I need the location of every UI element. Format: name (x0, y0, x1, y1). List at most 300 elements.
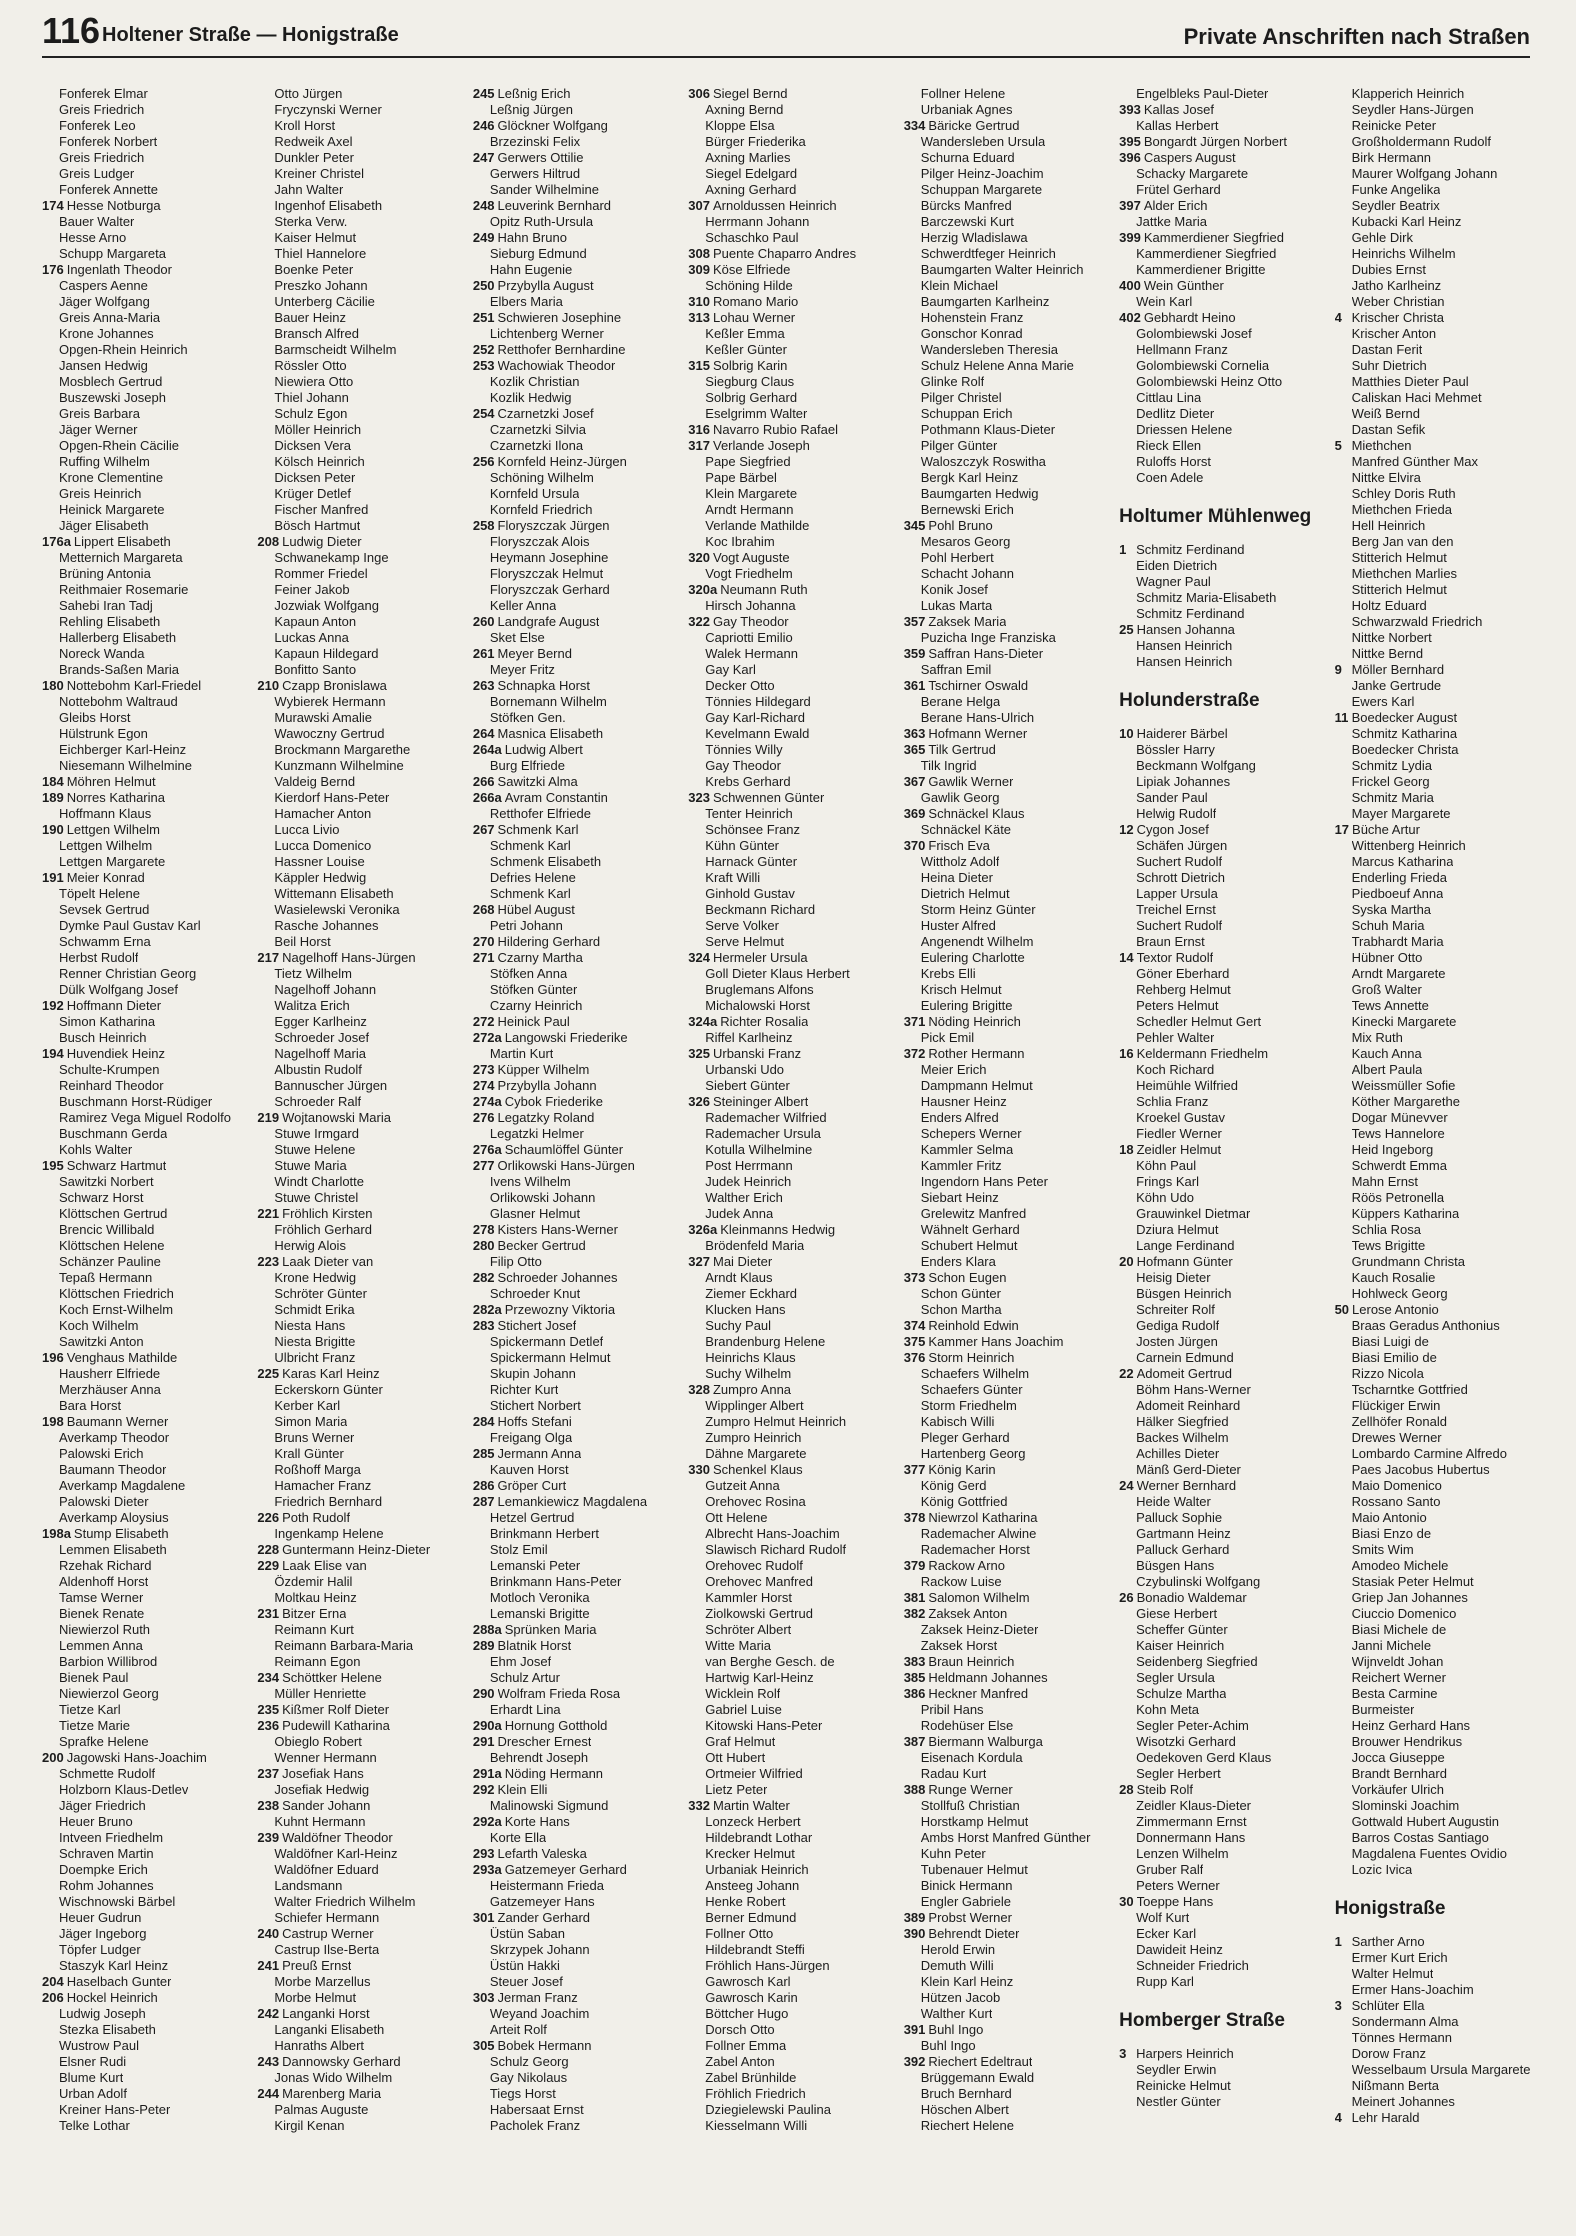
resident-name: Fonferek Leo (59, 118, 136, 133)
resident-entry (473, 1638, 680, 1654)
resident-entry (904, 1558, 1111, 1574)
resident-name: Peters Werner (1136, 1878, 1220, 1893)
resident-name: Schacht Johann (920, 566, 1014, 581)
resident-entry (473, 566, 680, 582)
resident-entry (257, 1110, 464, 1126)
house-number: 217 (257, 950, 280, 965)
resident-entry (904, 1478, 1111, 1494)
house-number (1335, 2030, 1352, 2046)
resident-entry (257, 518, 464, 534)
house-number (688, 630, 705, 646)
house-number: 291a (472, 1766, 502, 1781)
resident-entry (904, 1734, 1111, 1750)
house-number (688, 470, 705, 486)
resident-name: Michalowski Horst (705, 998, 811, 1013)
resident-name: Dicksen Vera (274, 438, 352, 453)
house-number (1335, 1526, 1352, 1542)
house-number (257, 1686, 274, 1702)
resident-entry (1335, 406, 1542, 422)
house-number (1335, 2094, 1352, 2110)
resident-entry (257, 726, 464, 742)
house-number (688, 870, 705, 886)
house-number (42, 2054, 59, 2070)
resident-entry (688, 1030, 895, 1046)
resident-entry (688, 214, 895, 230)
house-number (1119, 590, 1136, 606)
resident-name: Hassner Louise (274, 854, 365, 869)
resident-entry (1119, 806, 1326, 822)
resident-name: Heistermann Frieda (489, 1878, 604, 1893)
house-number (904, 982, 921, 998)
resident-name: Kroekel Gustav (1136, 1110, 1226, 1125)
house-number: 3 (1119, 2046, 1127, 2061)
resident-name: Wandersleben Theresia (920, 342, 1059, 357)
resident-entry (473, 1078, 680, 1094)
resident-entry (1335, 1622, 1542, 1638)
resident-entry (42, 1542, 249, 1558)
house-number (257, 1526, 274, 1542)
resident-name: Kloppe Elsa (705, 118, 775, 133)
house-number (42, 582, 59, 598)
resident-entry (904, 870, 1111, 886)
resident-name: Opgen-Rhein Cäcilie (59, 438, 179, 453)
resident-entry (1335, 438, 1542, 454)
resident-name: Ambs Horst Manfred Günther (920, 1830, 1091, 1845)
resident-name: Steib Rolf (1136, 1782, 1193, 1797)
resident-name: Dannowsky Gerhard (282, 2054, 401, 2069)
resident-entry (473, 1046, 680, 1062)
resident-entry (1335, 1350, 1542, 1366)
house-number: 274 (472, 1078, 495, 1093)
resident-entry (257, 1574, 464, 1590)
house-number: 402 (1119, 310, 1141, 325)
house-number (42, 1030, 59, 1046)
resident-entry (42, 1926, 249, 1942)
house-number (42, 1254, 59, 1270)
resident-entry (688, 1702, 895, 1718)
resident-name: Probst Werner (928, 1910, 1012, 1925)
resident-name: Seydler Hans-Jürgen (1351, 102, 1474, 117)
house-number (1335, 1206, 1352, 1222)
house-number: 378 (903, 1510, 926, 1525)
resident-name: Hornung Gotthold (504, 1718, 608, 1733)
house-number (688, 1590, 705, 1606)
resident-name: Steininger Albert (712, 1094, 809, 1109)
resident-entry (257, 1542, 464, 1558)
resident-entry (1335, 1062, 1542, 1078)
resident-name: Sevsek Gertrud (59, 902, 150, 917)
resident-name: Biasi Luigi de (1351, 1334, 1429, 1349)
house-number (42, 694, 59, 710)
resident-name: Lange Ferdinand (1136, 1238, 1235, 1253)
resident-entry (688, 294, 895, 310)
resident-entry (688, 1974, 895, 1990)
resident-name: Krischer Christa (1351, 310, 1445, 325)
house-number: 374 (903, 1318, 926, 1333)
house-number: 327 (688, 1254, 710, 1269)
house-number (688, 646, 705, 662)
resident-name: Nestler Günter (1136, 2094, 1221, 2109)
resident-entry (257, 358, 464, 374)
house-number (688, 1782, 705, 1798)
resident-entry (688, 694, 895, 710)
house-number (473, 1830, 490, 1846)
house-number (1335, 1190, 1352, 1206)
resident-name: Baumann Werner (66, 1414, 169, 1429)
resident-name: Sondermann Alma (1351, 2014, 1459, 2029)
resident-entry (688, 854, 895, 870)
house-number (688, 2086, 705, 2102)
resident-name: Ingenhof Elisabeth (274, 198, 383, 213)
resident-entry (257, 326, 464, 342)
resident-name: Heinrichs Wilhelm (1351, 246, 1456, 261)
house-number (257, 1062, 274, 1078)
resident-entry (257, 390, 464, 406)
resident-entry (1335, 1430, 1542, 1446)
resident-entry (473, 358, 680, 374)
house-number (904, 1526, 921, 1542)
resident-name: Bergk Karl Heinz (920, 470, 1019, 485)
resident-entry (688, 1510, 895, 1526)
resident-name: Tews Brigitte (1351, 1238, 1426, 1253)
resident-name: Lefarth Valeska (497, 1846, 587, 1861)
house-number: 322 (688, 614, 710, 629)
resident-entry (257, 294, 464, 310)
house-number (473, 694, 490, 710)
resident-entry (904, 150, 1111, 166)
house-number (1335, 278, 1352, 294)
resident-entry (473, 1830, 680, 1846)
resident-name: Bürger Friederika (705, 134, 806, 149)
house-number (1119, 1222, 1136, 1238)
resident-name: Jäger Friedrich (59, 1798, 146, 1813)
resident-entry (1335, 886, 1542, 902)
house-number: 305 (472, 2038, 495, 2053)
resident-entry (904, 662, 1111, 678)
resident-entry (904, 950, 1111, 966)
resident-name: Kotulla Wilhelmine (705, 1142, 813, 1157)
house-number (1335, 998, 1352, 1014)
resident-entry (42, 1798, 249, 1814)
resident-name: Stollfuß Christian (920, 1798, 1020, 1813)
resident-entry (904, 1702, 1111, 1718)
house-number (1335, 1718, 1352, 1734)
house-number (1335, 118, 1352, 134)
resident-name: Reinicke Helmut (1136, 2078, 1231, 2093)
resident-name: Guntermann Heinz-Dieter (282, 1542, 431, 1557)
resident-entry (42, 790, 249, 806)
resident-entry (904, 1206, 1111, 1222)
house-number: 293 (472, 1846, 495, 1861)
resident-entry (904, 470, 1111, 486)
resident-name: Obieglo Robert (274, 1734, 362, 1749)
house-number: 313 (688, 310, 710, 325)
resident-name: Engelbleks Paul-Dieter (1136, 86, 1269, 101)
resident-entry (1119, 278, 1326, 294)
house-number (688, 1910, 705, 1926)
resident-entry (473, 966, 680, 982)
resident-name: Käppler Hedwig (274, 870, 367, 885)
resident-entry (473, 662, 680, 678)
house-number (42, 86, 59, 102)
resident-name: Lucca Livio (274, 822, 340, 837)
resident-entry (473, 1494, 680, 1510)
resident-name: Schneider Friedrich (1136, 1958, 1249, 1973)
resident-name: Siebert Günter (705, 1078, 790, 1093)
house-number (1335, 1110, 1352, 1126)
resident-name: Binick Hermann (920, 1878, 1013, 1893)
street-heading: Honigstraße (1334, 1898, 1446, 1919)
house-number (257, 1846, 274, 1862)
resident-entry (904, 598, 1111, 614)
resident-name: Wittenberg Heinrich (1351, 838, 1466, 853)
resident-name: Axning Gerhard (705, 182, 797, 197)
house-number (1335, 502, 1352, 518)
house-number (1335, 934, 1352, 950)
resident-entry (688, 1414, 895, 1430)
resident-name: Cybok Friederike (504, 1094, 604, 1109)
resident-entry (904, 678, 1111, 694)
resident-entry (42, 2102, 249, 2118)
resident-name: Hausherr Elfriede (59, 1366, 161, 1381)
resident-name: Heldmann Johannes (928, 1670, 1048, 1685)
house-number (473, 214, 490, 230)
house-number (473, 998, 490, 1014)
resident-entry (473, 1590, 680, 1606)
resident-entry (257, 1286, 464, 1302)
house-number (42, 118, 59, 134)
house-number (473, 534, 490, 550)
resident-entry (473, 1238, 680, 1254)
resident-entry (42, 950, 249, 966)
resident-name: Heina Dieter (920, 870, 993, 885)
resident-entry (688, 1910, 895, 1926)
resident-name: Zumpro Heinrich (705, 1430, 802, 1445)
house-number: 194 (42, 1046, 64, 1061)
house-number (688, 1750, 705, 1766)
resident-entry (1119, 1222, 1326, 1238)
house-number (257, 582, 274, 598)
house-number (42, 1110, 59, 1126)
resident-entry (257, 2054, 464, 2070)
resident-name: Jäger Werner (59, 422, 138, 437)
resident-entry (42, 1366, 249, 1382)
house-number (257, 486, 274, 502)
resident-name: Schwamm Erna (59, 934, 151, 949)
resident-name: Meyer Fritz (489, 662, 555, 677)
resident-entry (1119, 134, 1326, 150)
resident-entry (1335, 214, 1542, 230)
house-number (688, 166, 705, 182)
resident-name: Siegel Bernd (712, 86, 788, 101)
resident-name: Schwennen Günter (712, 790, 825, 805)
resident-name: Rohm Johannes (59, 1878, 154, 1893)
resident-name: Lombardo Carmine Alfredo (1351, 1446, 1507, 1461)
resident-name: Schmette Rudolf (59, 1766, 156, 1781)
house-number (904, 694, 921, 710)
house-number (1335, 150, 1352, 166)
resident-entry (42, 486, 249, 502)
house-number: 391 (903, 2022, 926, 2037)
house-number (473, 1526, 490, 1542)
resident-name: Büsgen Hans (1136, 1558, 1215, 1573)
resident-name: Heymann Josephine (489, 550, 609, 565)
house-number (1119, 574, 1136, 590)
house-number (42, 1270, 59, 1286)
resident-entry (257, 1414, 464, 1430)
resident-entry (1119, 1446, 1326, 1462)
resident-name: Riechert Edeltraut (928, 2054, 1033, 2069)
house-number (1335, 1734, 1352, 1750)
resident-entry (1119, 1686, 1326, 1702)
resident-entry (42, 454, 249, 470)
resident-entry (904, 374, 1111, 390)
resident-entry (473, 470, 680, 486)
house-number (257, 1158, 274, 1174)
resident-entry (1119, 590, 1326, 606)
resident-entry (42, 1750, 249, 1766)
resident-entry (688, 1814, 895, 1830)
resident-entry (904, 1398, 1111, 1414)
resident-entry (1335, 534, 1542, 550)
house-number (1335, 1334, 1352, 1350)
resident-name: Leuverink Bernhard (497, 198, 612, 213)
house-number (257, 902, 274, 918)
resident-entry (42, 806, 249, 822)
house-number (1119, 1510, 1136, 1526)
resident-name: Pohl Bruno (928, 518, 993, 533)
resident-entry (42, 1638, 249, 1654)
resident-name: Besta Carmine (1351, 1686, 1438, 1701)
house-number (688, 886, 705, 902)
house-number (1335, 1654, 1352, 1670)
resident-entry (42, 742, 249, 758)
resident-name: Orlikowski Johann (489, 1190, 596, 1205)
resident-name: Palowski Dieter (59, 1494, 149, 1509)
resident-entry (1119, 870, 1326, 886)
house-number (904, 790, 921, 806)
resident-name: Beckmann Richard (705, 902, 816, 917)
resident-entry (904, 2118, 1111, 2134)
resident-entry (257, 1478, 464, 1494)
resident-name: Kauch Rosalie (1351, 1270, 1436, 1285)
resident-name: Nöding Hermann (504, 1766, 604, 1781)
resident-entry (688, 2118, 895, 2134)
resident-name: Kierdorf Hans-Peter (274, 790, 390, 805)
house-number (1335, 326, 1352, 342)
resident-name: Hohenstein Franz (920, 310, 1024, 325)
house-number (473, 1126, 490, 1142)
resident-entry (473, 774, 680, 790)
resident-name: Albert Paula (1351, 1062, 1423, 1077)
house-number: 252 (472, 342, 495, 357)
house-number (473, 1574, 490, 1590)
resident-name: Meier Erich (920, 1062, 987, 1077)
resident-entry (1119, 1510, 1326, 1526)
house-number (257, 2070, 274, 2086)
house-number (473, 982, 490, 998)
house-number (904, 1814, 921, 1830)
house-number (257, 406, 274, 422)
resident-entry (257, 598, 464, 614)
resident-entry (688, 1286, 895, 1302)
resident-entry (473, 806, 680, 822)
house-number (473, 566, 490, 582)
resident-name: Herold Erwin (920, 1942, 996, 1957)
resident-name: Heuer Gudrun (59, 1910, 142, 1925)
house-number (1119, 1158, 1136, 1174)
resident-entry (688, 902, 895, 918)
resident-name: Palluck Sophie (1136, 1510, 1223, 1525)
resident-entry (1335, 230, 1542, 246)
house-number (257, 614, 274, 630)
house-number (1119, 854, 1136, 870)
resident-name: Gatzemeyer Gerhard (504, 1862, 627, 1877)
resident-name: Pape Siegfried (705, 454, 791, 469)
resident-name: Pilger Günter (920, 438, 998, 453)
resident-name: Jagowski Hans-Joachim (66, 1750, 207, 1765)
house-number: 376 (903, 1350, 926, 1365)
resident-name: Heinick Paul (497, 1014, 570, 1029)
resident-entry (688, 2006, 895, 2022)
house-number (1335, 374, 1352, 390)
house-number (473, 2102, 490, 2118)
resident-name: Dziura Helmut (1136, 1222, 1219, 1237)
resident-name: Nagelhoff Johann (274, 982, 377, 997)
house-number (257, 198, 274, 214)
resident-name: Kitowski Hans-Peter (705, 1718, 823, 1733)
resident-name: Walter Friedrich Wilhelm (274, 1894, 416, 1909)
house-number (473, 326, 490, 342)
resident-name: Krebs Gerhard (705, 774, 791, 789)
resident-name: Storm Heinrich (928, 1350, 1015, 1365)
resident-entry (473, 262, 680, 278)
resident-name: Schaefers Wilhelm (920, 1366, 1030, 1381)
house-number (257, 838, 274, 854)
resident-entry (42, 662, 249, 678)
resident-name: Zeidler Helmut (1136, 1142, 1222, 1157)
house-number (904, 1158, 921, 1174)
house-number (257, 1014, 274, 1030)
resident-name: Nöding Heinrich (928, 1014, 1021, 1029)
house-number (904, 1414, 921, 1430)
resident-entry (1119, 326, 1326, 342)
resident-name: Groß Walter (1351, 982, 1422, 997)
resident-entry (904, 1190, 1111, 1206)
house-number (1335, 134, 1352, 150)
resident-name: Gebhardt Heino (1143, 310, 1236, 325)
resident-name: Zaksek Heinz-Dieter (920, 1622, 1039, 1637)
house-number (42, 1654, 59, 1670)
resident-entry (904, 1302, 1111, 1318)
resident-name: Hartwig Karl-Heinz (705, 1670, 814, 1685)
resident-name: Wittemann Elisabeth (274, 886, 394, 901)
resident-name: Lohau Werner (712, 310, 796, 325)
house-number (1335, 86, 1352, 102)
resident-entry (688, 2070, 895, 2086)
house-number (688, 694, 705, 710)
resident-entry (1119, 1590, 1326, 1606)
resident-entry (904, 326, 1111, 342)
resident-entry (257, 1782, 464, 1798)
resident-entry (1335, 118, 1542, 134)
resident-name: Greis Heinrich (59, 486, 142, 501)
resident-name: Schiefer Hermann (274, 1910, 380, 1925)
house-number (1119, 606, 1136, 622)
house-number (904, 1286, 921, 1302)
house-number (904, 1190, 921, 1206)
house-number (904, 214, 921, 230)
